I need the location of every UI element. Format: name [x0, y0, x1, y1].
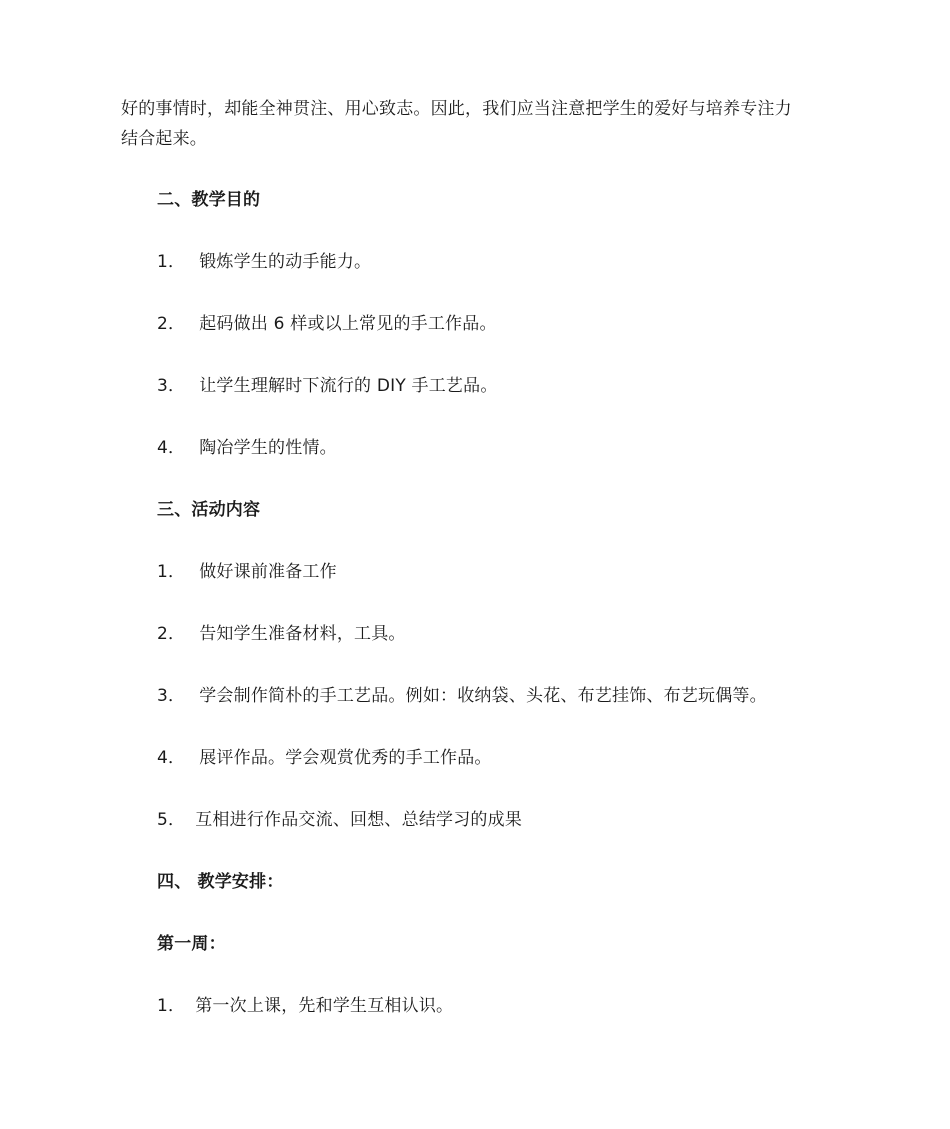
section-heading-activities: 三、活动内容: [157, 500, 261, 520]
list-item: [157, 808, 522, 832]
list-item-text: 第一次上课，先和学生互相认识。: [195, 996, 454, 1016]
paragraph-line-2: 结合起来。: [121, 129, 207, 149]
list-item-text: 做好课前准备工作: [199, 562, 337, 582]
list-item-text: 陶冶学生的性情。: [199, 438, 337, 458]
list-item-text: 让学生理解时下流行的 DIY 手工艺品。: [199, 376, 498, 396]
list-item: [157, 374, 498, 398]
list-item-number: 2．: [157, 314, 186, 334]
list-item-text: 锻炼学生的动手能力。: [199, 252, 372, 272]
list-item-number: 3．: [157, 376, 186, 396]
list-item-number: 1．: [157, 996, 186, 1016]
list-item: [157, 250, 371, 274]
list-item: [157, 436, 337, 460]
list-item-number: 3．: [157, 686, 186, 706]
list-item-text: 展评作品。学会观赏优秀的手工作品。: [199, 748, 492, 768]
section-heading-objectives: 二、教学目的: [157, 190, 261, 210]
subheading-week-1: 第一周：: [157, 934, 226, 954]
list-item-number: 4．: [157, 748, 186, 768]
list-item: [157, 684, 767, 708]
list-item-number: 1．: [157, 562, 186, 582]
list-item-number: 5．: [157, 810, 186, 830]
list-item-text: 起码做出 6 样或以上常见的手工作品。: [199, 314, 497, 334]
section-heading-schedule: 四、 教学安排：: [157, 872, 284, 892]
list-item-text: 告知学生准备材料，工具。: [199, 624, 406, 644]
list-item: [157, 622, 406, 646]
list-item: [157, 560, 337, 584]
list-item-number: 2．: [157, 624, 186, 644]
list-item-number: 4．: [157, 438, 186, 458]
list-item-number: 1．: [157, 252, 186, 272]
list-item: [157, 994, 453, 1018]
list-item-text: 互相进行作品交流、回想、总结学习的成果: [195, 810, 523, 830]
list-item: [157, 312, 497, 336]
list-item: [157, 746, 492, 770]
list-item-text: 学会制作简朴的手工艺品。例如：收纳袋、头花、布艺挂饰、布艺玩偶等。: [199, 686, 767, 706]
paragraph-line-1: 好的事情时，却能全神贯注、用心致志。因此，我们应当注意把学生的爱好与培养专注力: [121, 99, 792, 119]
